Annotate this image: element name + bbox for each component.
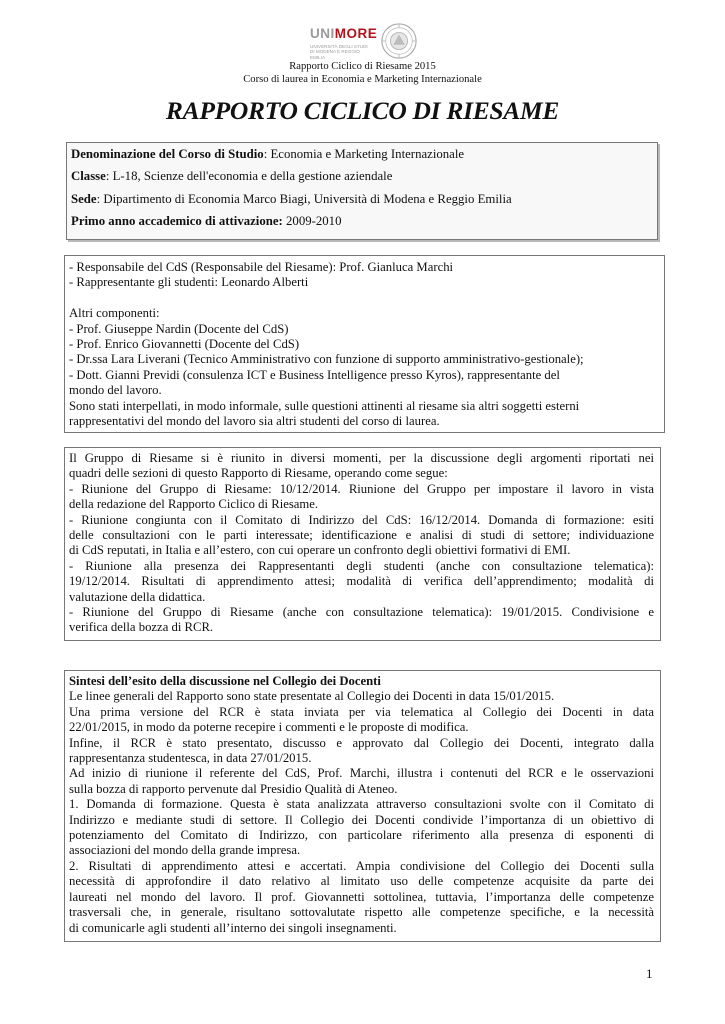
text-line (69, 291, 658, 306)
text-line: associazioni del mondo della grande impresa. (69, 843, 301, 858)
text-line: Infine, il RCR è stato presentato, discusso e approvato dal Collegio dei Docenti, integrato dalla (69, 735, 654, 750)
text-line: Una prima versione del RCR è stata inviata per via telematica al Collegio dei Docenti in data (69, 704, 654, 719)
college-discussion-box (64, 670, 661, 942)
text-line: - Prof. Enrico Giovannetti (Docente del CdS) (69, 337, 300, 352)
text-line: 2. Risultati di apprendimento attesi e accertati. Ampia condivisione del Collegio dei Docenti sulla (69, 858, 654, 873)
logo-text-main: UNI (310, 26, 335, 41)
text-line: Il Gruppo di Riesame si è riunito in diversi momenti, per la discussione degli argomenti riportati nei (69, 451, 654, 465)
header-report-line: Rapporto Ciclico di Riesame 2015 (289, 61, 436, 72)
text-line: - Prof. Giuseppe Nardin (Docente del CdS) (69, 321, 289, 336)
text-line: - Riunione congiunta con il Comitato di Indirizzo del CdS: 16/12/2014. Domanda di formazione: esiti (69, 512, 654, 527)
text-line: della redazione del Rapporto Ciclico di Riesame. (69, 497, 319, 512)
text-line: valutazione della didattica. (69, 589, 206, 604)
college-heading: Sintesi dell’esito della discussione nel Collegio dei Docenti (69, 674, 381, 688)
course-info-box (66, 142, 658, 240)
text-line: sulla bozza di rapporto pervenute dal Presidio Qualità di Ateneo. (69, 781, 398, 796)
text-line: quadri delle sezioni di questo Rapporto di Riesame, operando come segue: (69, 466, 448, 481)
university-seal-icon (380, 22, 418, 60)
text-line: Indirizzo e mediante studi di settore. Il Collegio dei Docenti condivide l’importanza di un obiettivo di (69, 812, 654, 827)
text-line: - Dott. Gianni Previdi (consulenza ICT e Business Intelligence presso Kyros), rappresentante del (69, 367, 560, 382)
review-group-box (64, 255, 665, 433)
text-line: Le linee generali del Rapporto sono state presentate al Collegio dei Docenti in data 15/01/2015. (69, 689, 555, 704)
info-label: Denominazione del Corso di Studio (71, 147, 264, 161)
header-course-line: Corso di laurea in Economia e Marketing Internazionale (243, 74, 482, 85)
text-line: - Riunione del Gruppo di Riesame (anche con consultazione telematica): 19/01/2015. Condivisione e (69, 605, 654, 620)
info-label: Classe (71, 169, 106, 184)
info-value: : Economia e Marketing Internazionale (263, 147, 465, 161)
text-line: 1. Domanda di formazione. Questa è stata analizzata attraverso consultazioni svolte con il Comitato di (69, 797, 654, 812)
text-line: - Responsabile del CdS (Responsabile del Riesame): Prof. Gianluca Marchi (69, 260, 454, 274)
info-value: : L-18, Scienze dell'economia e della gestione aziendale (105, 169, 393, 184)
text-line: rappresentanza studentesca, in data 27/01/2015. (69, 751, 312, 766)
university-logo (310, 24, 422, 64)
text-line: di comunicarle agli studenti all’interno dei singoli insegnamenti. (69, 920, 397, 935)
logo-wordmark (310, 26, 377, 41)
text-line: trasversali che, in generale, risultano sottovalutate rispetto alle competenze specifiche, e la necessità (69, 905, 654, 920)
text-line: - Rappresentante gli studenti: Leonardo Alberti (69, 275, 309, 290)
logo-text-accent: MORE (334, 26, 378, 41)
text-line: - Riunione del Gruppo di Riesame: 10/12/2014. Riunione del Gruppo per impostare il lavoro in vista (69, 481, 654, 496)
text-line: Sono stati interpellati, in modo informale, sulle questioni attinenti al riesame sia altri soggetti esterni (69, 398, 580, 413)
text-line: potenziamento del Comitato di Indirizzo, con particolare riferimento alla presenza di esponenti di (69, 828, 654, 843)
text-line: 19/12/2014. Risultati di apprendimento attesi; modalità di verifica dell’apprendimento; modalità di (69, 574, 654, 589)
text-line: delle consultazioni con le parti interessate; identificazione e analisi di studi di settore; individuazione (69, 528, 654, 543)
text-line: mondo del lavoro. (69, 383, 162, 398)
text-line: necessità di approfondire il dato relativo al limitato uso delle competenze acquisite da parte dei (69, 874, 654, 889)
meetings-box (64, 447, 661, 641)
text-line: - Riunione alla presenza dei Rappresentanti degli studenti (anche con consultazione telematica): (69, 558, 654, 573)
text-line: 22/01/2015, in modo da poterne recepire i commenti e le proposte di modifica. (69, 720, 469, 735)
text-line: Ad inizio di riunione il referente del CdS, Prof. Marchi, illustra i contenuti del RCR e le osservazioni (69, 766, 654, 781)
info-row (71, 214, 649, 229)
info-row (71, 147, 649, 162)
text-line: rappresentativi del mondo del lavoro sia altri studenti del corso di laurea. (69, 414, 440, 429)
text-line: di CdS reputati, in Italia e all’estero, con cui operare un confronto degli obiettivi formativi di EMI. (69, 543, 571, 558)
info-label: Primo anno accademico di attivazione: (71, 213, 283, 228)
text-line: verifica della bozza di RCR. (69, 620, 214, 635)
info-row (71, 192, 649, 207)
info-row (71, 169, 649, 184)
page-number: 1 (646, 966, 653, 981)
logo-subtitle: UNIVERSITÀ DEGLI STUDI DI MODENA E REGGIO EMILIA (310, 44, 368, 60)
info-value: 2009-2010 (282, 213, 342, 228)
text-line: - Dr.ssa Lara Liverani (Tecnico Amministrativo con funzione di supporto amministrativo-gestionale); (69, 352, 584, 367)
text-line: Altri componenti: (69, 306, 160, 321)
page-title: RAPPORTO CICLICO DI RIESAME (165, 96, 560, 125)
text-line: laureati nel mondo del lavoro. Il prof. Giovannetti sottolinea, tuttavia, l’importanza delle competenze (69, 889, 654, 904)
info-value: : Dipartimento di Economia Marco Biagi, Università di Modena e Reggio Emilia (96, 191, 512, 206)
info-label: Sede (71, 191, 97, 206)
